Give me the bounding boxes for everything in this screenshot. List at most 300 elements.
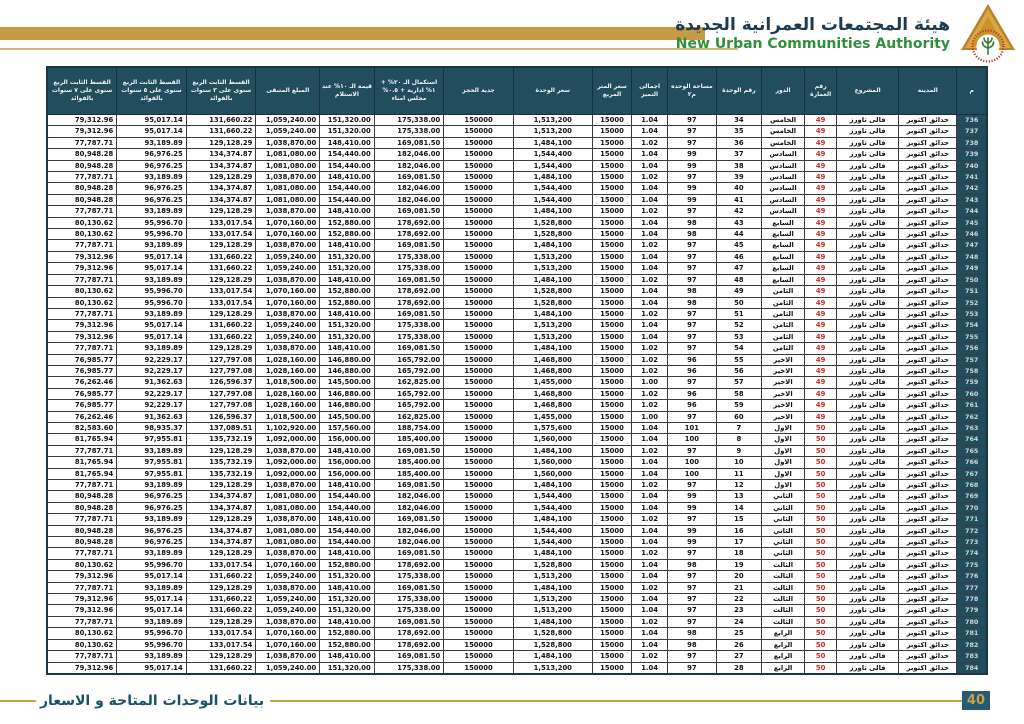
table-cell: 1.02 bbox=[632, 365, 668, 376]
table-cell: 49 bbox=[716, 286, 761, 297]
table-cell: 150000 bbox=[444, 160, 514, 171]
table-cell: 15000 bbox=[592, 297, 631, 308]
table-cell: 95,017.14 bbox=[117, 594, 187, 605]
table-row bbox=[47, 115, 987, 126]
table-cell: 79,312.96 bbox=[47, 331, 117, 342]
table-cell: 126,596.37 bbox=[186, 377, 256, 388]
table-cell: فالى تاورز bbox=[837, 605, 899, 616]
table-cell: 15000 bbox=[592, 149, 631, 160]
column-header: رقم الوحدة bbox=[716, 67, 761, 115]
row-number-cell: 760 bbox=[957, 388, 987, 399]
table-cell: 178,692.00 bbox=[374, 286, 444, 297]
table-cell: 1,575,600 bbox=[513, 422, 592, 433]
table-cell: الرابع bbox=[761, 662, 804, 674]
table-cell: 39 bbox=[716, 172, 761, 183]
table-cell: 96 bbox=[667, 388, 716, 399]
table-cell: الاخير bbox=[761, 388, 804, 399]
table-cell: 162,825.00 bbox=[374, 411, 444, 422]
table-cell: 91,362.63 bbox=[117, 411, 187, 422]
row-number-cell: 767 bbox=[957, 468, 987, 479]
table-cell: 1,018,500.00 bbox=[256, 377, 320, 388]
table-cell: 1.00 bbox=[632, 411, 668, 422]
table-row bbox=[47, 354, 987, 365]
table-cell: 178,692.00 bbox=[374, 628, 444, 639]
table-cell: 182,046.00 bbox=[374, 183, 444, 194]
table-cell: 182,046.00 bbox=[374, 537, 444, 548]
table-cell: 77,787.71 bbox=[47, 206, 117, 217]
table-cell: 77,787.71 bbox=[47, 343, 117, 354]
table-cell: حدائق اكتوبر bbox=[899, 126, 957, 137]
table-cell: الثالث bbox=[761, 616, 804, 627]
table-cell: 150000 bbox=[444, 115, 514, 126]
table-cell: 148,410.00 bbox=[320, 548, 375, 559]
table-cell: 175,338.00 bbox=[374, 331, 444, 342]
table-cell: 169,081.50 bbox=[374, 206, 444, 217]
table-cell: 1,455,000 bbox=[513, 377, 592, 388]
row-number-cell: 774 bbox=[957, 548, 987, 559]
table-cell: 148,410.00 bbox=[320, 616, 375, 627]
table-cell: 150000 bbox=[444, 605, 514, 616]
table-cell: 150000 bbox=[444, 525, 514, 536]
table-cell: فالى تاورز bbox=[837, 240, 899, 251]
table-cell: 1.02 bbox=[632, 388, 668, 399]
table-cell: 1.04 bbox=[632, 251, 668, 262]
table-cell: 1,038,870.00 bbox=[256, 616, 320, 627]
table-cell: الثاني bbox=[761, 514, 804, 525]
table-cell: 76,985.77 bbox=[47, 400, 117, 411]
table-cell: 49 bbox=[805, 308, 837, 319]
table-cell: 97 bbox=[667, 308, 716, 319]
table-cell: 1,468,800 bbox=[513, 400, 592, 411]
table-cell: 15000 bbox=[592, 354, 631, 365]
table-cell: حدائق اكتوبر bbox=[899, 525, 957, 536]
table-row bbox=[47, 137, 987, 148]
table-cell: 133,017.54 bbox=[186, 639, 256, 650]
table-cell: 188,754.00 bbox=[374, 422, 444, 433]
table-cell: 1,484,100 bbox=[513, 548, 592, 559]
table-cell: 151,320.00 bbox=[320, 571, 375, 582]
table-cell: حدائق اكتوبر bbox=[899, 354, 957, 365]
table-cell: 1.04 bbox=[632, 468, 668, 479]
table-cell: 137,089.51 bbox=[186, 422, 256, 433]
table-cell: 50 bbox=[805, 559, 837, 570]
table-cell: 97 bbox=[667, 137, 716, 148]
table-cell: 1.04 bbox=[632, 457, 668, 468]
table-row bbox=[47, 240, 987, 251]
table-cell: 100 bbox=[667, 468, 716, 479]
footer-gold-dash bbox=[0, 700, 36, 702]
table-cell: 129,128.29 bbox=[186, 308, 256, 319]
table-cell: 99 bbox=[667, 149, 716, 160]
table-cell: 15000 bbox=[592, 240, 631, 251]
table-cell: 134,374.87 bbox=[186, 149, 256, 160]
table-cell: 1,544,400 bbox=[513, 525, 592, 536]
table-cell: 77,787.71 bbox=[47, 172, 117, 183]
row-number-cell: 747 bbox=[957, 240, 987, 251]
table-cell: 148,410.00 bbox=[320, 274, 375, 285]
table-cell: 95,017.14 bbox=[117, 662, 187, 674]
table-row bbox=[47, 639, 987, 650]
column-header: سعر المتر المربع bbox=[592, 67, 631, 115]
table-cell: 1.04 bbox=[632, 320, 668, 331]
table-cell: 15000 bbox=[592, 229, 631, 240]
table-cell: 97 bbox=[667, 594, 716, 605]
table-cell: 1,528,800 bbox=[513, 217, 592, 228]
table-cell: الثالث bbox=[761, 559, 804, 570]
table-cell: 1,560,000 bbox=[513, 468, 592, 479]
table-cell: 150000 bbox=[444, 388, 514, 399]
table-cell: 13 bbox=[716, 491, 761, 502]
table-row bbox=[47, 343, 987, 354]
table-row bbox=[47, 582, 987, 593]
table-row bbox=[47, 514, 987, 525]
table-cell: 24 bbox=[716, 616, 761, 627]
table-cell: حدائق اكتوبر bbox=[899, 548, 957, 559]
table-cell: 148,410.00 bbox=[320, 343, 375, 354]
table-cell: 81,765.94 bbox=[47, 457, 117, 468]
table-cell: 1,018,500.00 bbox=[256, 411, 320, 422]
table-cell: 1,059,240.00 bbox=[256, 605, 320, 616]
table-cell: 1,070,160.00 bbox=[256, 559, 320, 570]
table-row bbox=[47, 445, 987, 456]
table-cell: 1,484,100 bbox=[513, 582, 592, 593]
table-cell: 1.04 bbox=[632, 502, 668, 513]
table-cell: 150000 bbox=[444, 263, 514, 274]
table-row bbox=[47, 331, 987, 342]
table-cell: 50 bbox=[805, 594, 837, 605]
table-cell: 150000 bbox=[444, 400, 514, 411]
table-cell: 15000 bbox=[592, 422, 631, 433]
table-cell: 152,880.00 bbox=[320, 286, 375, 297]
table-cell: فالى تاورز bbox=[837, 331, 899, 342]
table-cell: حدائق اكتوبر bbox=[899, 514, 957, 525]
table-cell: 150000 bbox=[444, 434, 514, 445]
table-cell: 91,362.63 bbox=[117, 377, 187, 388]
table-cell: 99 bbox=[667, 502, 716, 513]
table-cell: 1.02 bbox=[632, 445, 668, 456]
table-cell: 97 bbox=[667, 662, 716, 674]
table-cell: 1,484,100 bbox=[513, 480, 592, 491]
table-cell: 77,787.71 bbox=[47, 616, 117, 627]
table-cell: 131,660.22 bbox=[186, 605, 256, 616]
table-cell: 1,038,870.00 bbox=[256, 480, 320, 491]
table-cell: الثاني bbox=[761, 491, 804, 502]
table-cell: 53 bbox=[716, 331, 761, 342]
table-cell: 1.02 bbox=[632, 206, 668, 217]
table-cell: 9 bbox=[716, 445, 761, 456]
table-cell: 1,038,870.00 bbox=[256, 137, 320, 148]
column-header: قيمة الـ ١٠% عند الاستلام bbox=[320, 67, 375, 115]
table-cell: 1,028,160.00 bbox=[256, 388, 320, 399]
table-cell: 150000 bbox=[444, 343, 514, 354]
table-cell: 93,189.89 bbox=[117, 651, 187, 662]
table-cell: 80,948.28 bbox=[47, 160, 117, 171]
table-cell: 134,374.87 bbox=[186, 491, 256, 502]
row-number-cell: 771 bbox=[957, 514, 987, 525]
table-cell: 127,797.08 bbox=[186, 400, 256, 411]
column-header: جدية الحجز bbox=[444, 67, 514, 115]
table-cell: 80,130.62 bbox=[47, 628, 117, 639]
table-cell: 52 bbox=[716, 320, 761, 331]
table-cell: السادس bbox=[761, 149, 804, 160]
table-cell: فالى تاورز bbox=[837, 491, 899, 502]
column-header: المبلغ المتبقى bbox=[256, 67, 320, 115]
table-cell: 99 bbox=[667, 160, 716, 171]
table-cell: 80,948.28 bbox=[47, 194, 117, 205]
table-cell: 1.04 bbox=[632, 571, 668, 582]
table-cell: 15000 bbox=[592, 183, 631, 194]
table-cell: 133,017.54 bbox=[186, 297, 256, 308]
table-cell: 15000 bbox=[592, 160, 631, 171]
table-cell: 150000 bbox=[444, 594, 514, 605]
column-header: اجمالى التميز bbox=[632, 67, 668, 115]
row-number-cell: 775 bbox=[957, 559, 987, 570]
table-cell: الخامس bbox=[761, 126, 804, 137]
table-cell: 127,797.08 bbox=[186, 388, 256, 399]
row-number-cell: 777 bbox=[957, 582, 987, 593]
table-cell: 55 bbox=[716, 354, 761, 365]
page-footer bbox=[0, 691, 1024, 710]
table-cell: 135,732.19 bbox=[186, 468, 256, 479]
table-cell: 15000 bbox=[592, 115, 631, 126]
table-cell: 93,189.89 bbox=[117, 548, 187, 559]
table-cell: 79,312.96 bbox=[47, 126, 117, 137]
table-cell: 21 bbox=[716, 582, 761, 593]
table-cell: 175,338.00 bbox=[374, 605, 444, 616]
table-cell: 1,484,100 bbox=[513, 308, 592, 319]
table-cell: فالى تاورز bbox=[837, 525, 899, 536]
row-number-cell: 759 bbox=[957, 377, 987, 388]
table-cell: فالى تاورز bbox=[837, 183, 899, 194]
table-cell: 169,081.50 bbox=[374, 514, 444, 525]
table-cell: 92,229.17 bbox=[117, 388, 187, 399]
table-cell: 93,189.89 bbox=[117, 582, 187, 593]
table-cell: 36 bbox=[716, 137, 761, 148]
table-cell: الاخير bbox=[761, 400, 804, 411]
table-cell: 1.04 bbox=[632, 434, 668, 445]
table-cell: 97 bbox=[667, 514, 716, 525]
table-cell: 96,976.25 bbox=[117, 502, 187, 513]
table-cell: 76,985.77 bbox=[47, 365, 117, 376]
table-cell: السادس bbox=[761, 160, 804, 171]
row-number-cell: 784 bbox=[957, 662, 987, 674]
table-cell: 1,059,240.00 bbox=[256, 331, 320, 342]
table-cell: 49 bbox=[805, 320, 837, 331]
table-cell: السابع bbox=[761, 251, 804, 262]
table-cell: 1,528,800 bbox=[513, 286, 592, 297]
table-cell: 98 bbox=[667, 229, 716, 240]
table-cell: 150000 bbox=[444, 491, 514, 502]
row-number-cell: 776 bbox=[957, 571, 987, 582]
table-cell: 1,038,870.00 bbox=[256, 206, 320, 217]
table-cell: 1,468,800 bbox=[513, 388, 592, 399]
table-cell: 15000 bbox=[592, 400, 631, 411]
table-cell: فالى تاورز bbox=[837, 639, 899, 650]
table-row bbox=[47, 251, 987, 262]
table-cell: 150000 bbox=[444, 457, 514, 468]
table-cell: 1,484,100 bbox=[513, 206, 592, 217]
table-cell: 50 bbox=[805, 434, 837, 445]
table-cell: حدائق اكتوبر bbox=[899, 194, 957, 205]
table-cell: 134,374.87 bbox=[186, 502, 256, 513]
table-cell: 49 bbox=[805, 297, 837, 308]
table-cell: 150000 bbox=[444, 354, 514, 365]
table-cell: 56 bbox=[716, 365, 761, 376]
table-cell: 76,985.77 bbox=[47, 354, 117, 365]
table-row bbox=[47, 320, 987, 331]
row-number-cell: 756 bbox=[957, 343, 987, 354]
table-cell: 151,320.00 bbox=[320, 263, 375, 274]
table-cell: حدائق اكتوبر bbox=[899, 115, 957, 126]
table-cell: حدائق اكتوبر bbox=[899, 388, 957, 399]
table-cell: 26 bbox=[716, 639, 761, 650]
table-cell: 15000 bbox=[592, 537, 631, 548]
table-cell: فالى تاورز bbox=[837, 354, 899, 365]
table-cell: 169,081.50 bbox=[374, 343, 444, 354]
table-cell: 19 bbox=[716, 559, 761, 570]
table-cell: الثالث bbox=[761, 594, 804, 605]
table-row bbox=[47, 480, 987, 491]
table-cell: 1.02 bbox=[632, 240, 668, 251]
table-cell: فالى تاورز bbox=[837, 594, 899, 605]
table-cell: 150000 bbox=[444, 445, 514, 456]
table-cell: 182,046.00 bbox=[374, 160, 444, 171]
table-cell: 165,792.00 bbox=[374, 400, 444, 411]
table-cell: 15000 bbox=[592, 480, 631, 491]
row-number-cell: 773 bbox=[957, 537, 987, 548]
footer-gold-line bbox=[270, 700, 962, 702]
table-cell: 165,792.00 bbox=[374, 388, 444, 399]
table-cell: حدائق اكتوبر bbox=[899, 206, 957, 217]
column-header: سعر الوحدة bbox=[513, 67, 592, 115]
table-cell: الاول bbox=[761, 422, 804, 433]
table-cell: 1.02 bbox=[632, 172, 668, 183]
table-cell: 97,955.81 bbox=[117, 457, 187, 468]
table-cell: 77,787.71 bbox=[47, 548, 117, 559]
table-cell: 50 bbox=[805, 639, 837, 650]
table-cell: 1.04 bbox=[632, 149, 668, 160]
table-cell: فالى تاورز bbox=[837, 229, 899, 240]
table-cell: حدائق اكتوبر bbox=[899, 651, 957, 662]
table-cell: حدائق اكتوبر bbox=[899, 377, 957, 388]
table-cell: 150000 bbox=[444, 548, 514, 559]
table-cell: فالى تاورز bbox=[837, 548, 899, 559]
table-cell: 1,468,800 bbox=[513, 365, 592, 376]
table-cell: 97 bbox=[667, 548, 716, 559]
table-cell: 58 bbox=[716, 388, 761, 399]
table-row bbox=[47, 263, 987, 274]
table-cell: 79,312.96 bbox=[47, 605, 117, 616]
table-cell: 15000 bbox=[592, 582, 631, 593]
table-cell: حدائق اكتوبر bbox=[899, 616, 957, 627]
table-cell: 95,017.14 bbox=[117, 605, 187, 616]
table-cell: 77,787.71 bbox=[47, 514, 117, 525]
table-cell: 151,320.00 bbox=[320, 331, 375, 342]
table-cell: 93,189.89 bbox=[117, 240, 187, 251]
table-cell: 1,513,200 bbox=[513, 605, 592, 616]
table-cell: 150000 bbox=[444, 571, 514, 582]
table-cell: فالى تاورز bbox=[837, 115, 899, 126]
row-number-cell: 749 bbox=[957, 263, 987, 274]
table-cell: 25 bbox=[716, 628, 761, 639]
table-cell: 175,338.00 bbox=[374, 126, 444, 137]
table-cell: حدائق اكتوبر bbox=[899, 160, 957, 171]
table-cell: 1.04 bbox=[632, 115, 668, 126]
table-cell: الاول bbox=[761, 480, 804, 491]
table-cell: 80,130.62 bbox=[47, 286, 117, 297]
column-header: الدور bbox=[761, 67, 804, 115]
table-cell: 1,455,000 bbox=[513, 411, 592, 422]
table-cell: 1.00 bbox=[632, 377, 668, 388]
table-cell: 169,081.50 bbox=[374, 480, 444, 491]
table-cell: 23 bbox=[716, 605, 761, 616]
table-cell: 1,513,200 bbox=[513, 662, 592, 674]
table-cell: حدائق اكتوبر bbox=[899, 502, 957, 513]
table-cell: 1.02 bbox=[632, 400, 668, 411]
table-cell: 80,130.62 bbox=[47, 229, 117, 240]
table-cell: 15000 bbox=[592, 559, 631, 570]
table-cell: 99 bbox=[667, 537, 716, 548]
table-cell: 150000 bbox=[444, 320, 514, 331]
table-cell: 1,528,800 bbox=[513, 229, 592, 240]
table-cell: 95,996.70 bbox=[117, 286, 187, 297]
table-row bbox=[47, 616, 987, 627]
table-cell: 1,544,400 bbox=[513, 149, 592, 160]
table-cell: حدائق اكتوبر bbox=[899, 240, 957, 251]
table-cell: 1,528,800 bbox=[513, 297, 592, 308]
table-cell: 1,560,000 bbox=[513, 457, 592, 468]
table-cell: 15000 bbox=[592, 525, 631, 536]
column-header: رقم العمارة bbox=[805, 67, 837, 115]
table-cell: 60 bbox=[716, 411, 761, 422]
row-number-cell: 751 bbox=[957, 286, 987, 297]
table-cell: حدائق اكتوبر bbox=[899, 263, 957, 274]
table-cell: 15000 bbox=[592, 137, 631, 148]
table-cell: 129,128.29 bbox=[186, 616, 256, 627]
table-row bbox=[47, 548, 987, 559]
table-cell: فالى تاورز bbox=[837, 480, 899, 491]
table-cell: 146,880.00 bbox=[320, 354, 375, 365]
table-row bbox=[47, 172, 987, 183]
table-cell: 15000 bbox=[592, 662, 631, 674]
table-cell: 1.02 bbox=[632, 274, 668, 285]
table-cell: 129,128.29 bbox=[186, 445, 256, 456]
row-number-cell: 764 bbox=[957, 434, 987, 445]
table-cell: 50 bbox=[805, 605, 837, 616]
table-cell: 148,410.00 bbox=[320, 308, 375, 319]
column-header: المشروع bbox=[837, 67, 899, 115]
table-cell: 76,985.77 bbox=[47, 388, 117, 399]
table-cell: الرابع bbox=[761, 639, 804, 650]
table-cell: 151,320.00 bbox=[320, 662, 375, 674]
table-cell: 97,955.81 bbox=[117, 434, 187, 445]
table-cell: السابع bbox=[761, 240, 804, 251]
table-cell: 95,017.14 bbox=[117, 320, 187, 331]
table-cell: 15000 bbox=[592, 206, 631, 217]
table-row bbox=[47, 571, 987, 582]
table-cell: حدائق اكتوبر bbox=[899, 434, 957, 445]
row-number-cell: 772 bbox=[957, 525, 987, 536]
page-header bbox=[0, 0, 1024, 64]
table-cell: 150000 bbox=[444, 194, 514, 205]
table-cell: 1.02 bbox=[632, 651, 668, 662]
table-cell: 1.04 bbox=[632, 639, 668, 650]
table-cell: 152,880.00 bbox=[320, 229, 375, 240]
table-cell: السادس bbox=[761, 206, 804, 217]
table-cell: 15000 bbox=[592, 251, 631, 262]
table-cell: 95,996.70 bbox=[117, 297, 187, 308]
table-cell: 169,081.50 bbox=[374, 308, 444, 319]
